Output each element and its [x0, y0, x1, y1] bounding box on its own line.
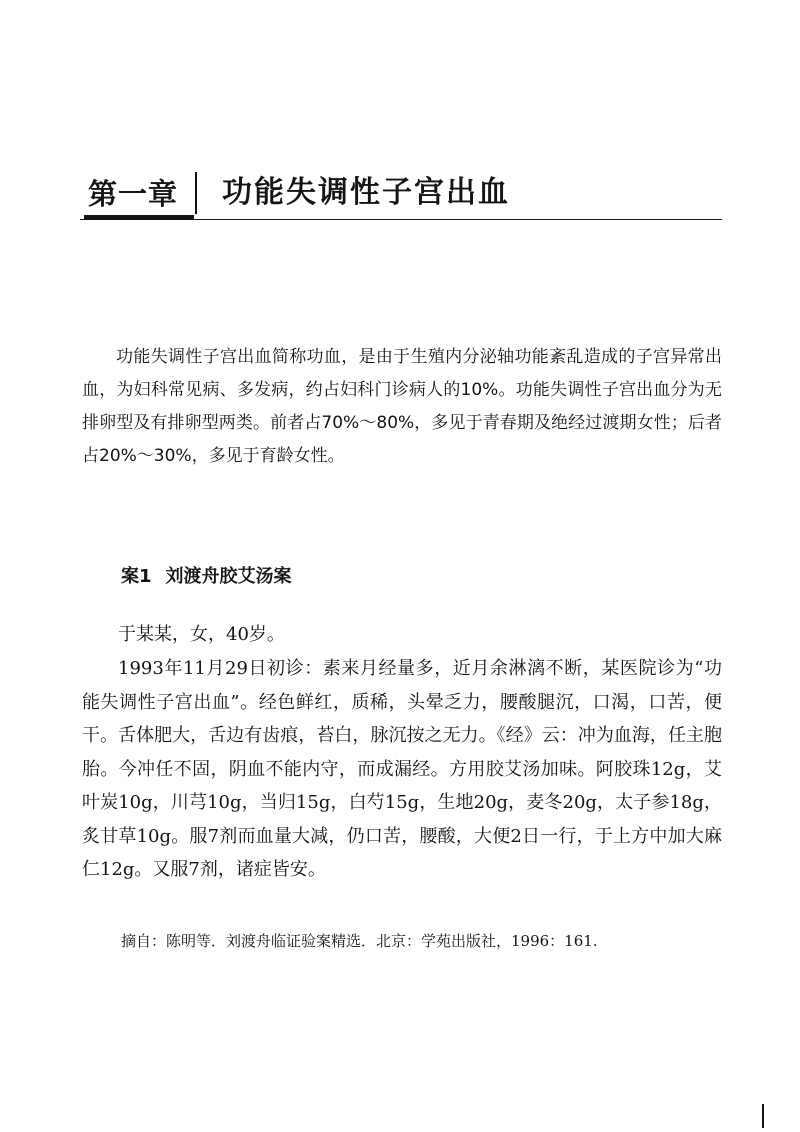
- case-record: 1993年11月29日初诊：素来月经量多，近月余淋漓不断，某医院诊为“功能失调性子宫出血”。经色鲜红，质稀，头晕乏力，腰酸腿沉，口渴，口苦，便干。舌体肥大，舌边有齿痕，苔白，脉沉按之无力。《经》云：冲为血海，任主胞胎。今冲任不固，阴血不能内守，而成漏经。方用胶艾汤加味。阿胶珠12g，艾叶炭10g，川芎10g，当归15g，白芍15g，生地20g，麦冬20g，太子参18g，炙甘草10g。服7剂而血量大减，仍口苦，腰酸，大便2日一行，于上方中加大麻仁12g。又服7剂，诸症皆安。: [82, 658, 722, 880]
- chapter-header: [80, 150, 722, 220]
- citation: 摘自：陈明等．刘渡舟临证验案精选．北京：学苑出版社，1996：161.: [121, 932, 598, 950]
- page-edge-mark: [762, 1104, 764, 1128]
- intro-paragraph: 功能失调性子宫出血简称功血，是由于生殖内分泌轴功能紊乱造成的子宫异常出血，为妇科常见病、多发病，约占妇科门诊病人的10%。功能失调性子宫出血分为无排卵型及有排卵型两类。前者占70%～80%，多见于青春期及绝经过渡期女性；后者占20%～30%，多见于育龄女性。: [82, 347, 722, 466]
- case-heading: [121, 563, 292, 591]
- case-title: 刘渡舟胶艾汤案: [165, 566, 292, 587]
- chapter-label: 第一章: [88, 177, 179, 211]
- chapter-rule: [80, 219, 722, 220]
- patient-info: 于某某，女，40岁。: [118, 624, 285, 645]
- chapter-title: 功能失调性子宫出血: [222, 175, 510, 210]
- case-number: 案1: [121, 566, 152, 587]
- chapter-separator: [195, 172, 197, 214]
